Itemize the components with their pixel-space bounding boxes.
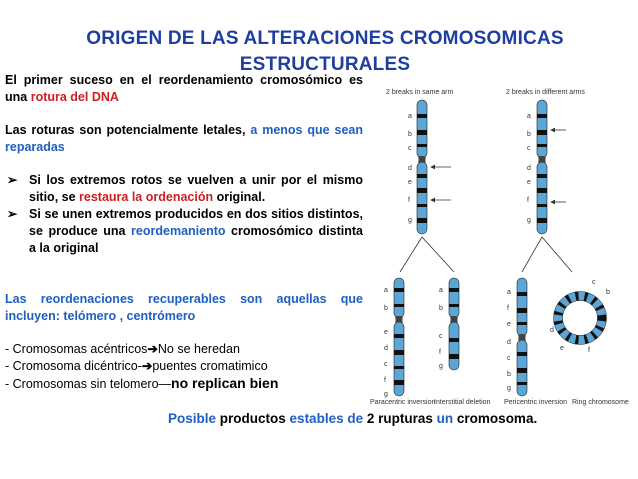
footer-productos: productos	[219, 411, 286, 426]
band-label: a	[507, 289, 511, 296]
chromosome-figure	[366, 82, 636, 412]
ring-label-b: b	[606, 289, 610, 296]
heading-same-arm: 2 breaks in same arm	[386, 89, 454, 96]
ring-label-e: e	[560, 345, 564, 352]
sin-telomero-label: - Cromosomas sin telomero—	[5, 377, 172, 391]
rotura-dna-highlight: rotura del DNA	[30, 90, 119, 104]
chromosome-interstitial	[439, 278, 459, 370]
band-label: f	[527, 197, 529, 204]
band-label: a	[384, 287, 388, 294]
right-arrow-icon: ➔	[147, 342, 158, 356]
caption-pericentric: Pericentric inversion	[504, 399, 568, 406]
chromosome-top-left	[408, 100, 451, 234]
band-label: g	[439, 363, 443, 370]
arrow-bullet-icon: ➢	[7, 173, 18, 187]
acentricos-result: No se heredan	[157, 342, 240, 356]
list-item-sin-telomero	[5, 375, 363, 393]
heading-different-arms: 2 breaks in different arms	[506, 89, 585, 96]
band-label: a	[439, 287, 443, 294]
restaura-highlight: restaura la ordenación	[79, 190, 214, 204]
bullet-reord-end: cromosómico distinta a la original	[29, 224, 363, 255]
footer-rupturas: 2 rupturas	[366, 411, 433, 426]
paragraph-rotura	[5, 72, 363, 106]
ring-chromosome	[550, 279, 610, 354]
band-label: b	[527, 131, 531, 138]
footer-un: un	[436, 411, 454, 426]
band-label: f	[507, 305, 509, 312]
paragraph-letales	[5, 122, 363, 156]
chromosome-top-right	[527, 100, 566, 234]
band-label: f	[439, 349, 441, 356]
footer-estables: estables de	[289, 411, 364, 426]
band-label: d	[408, 165, 412, 172]
paragraph-rotura-text: El primer suceso en el reordenamiento cromosómico es una	[5, 73, 363, 104]
reordemaniento-highlight: reordemaniento	[131, 224, 226, 238]
band-label: a	[408, 113, 412, 120]
paragraph-recuperables: Las reordenaciones recuperables son aquellas que incluyen: telómero , centrómero	[5, 292, 363, 323]
band-label: d	[507, 339, 511, 346]
ring-label-c: c	[592, 279, 596, 286]
band-label: c	[408, 145, 412, 152]
band-label: e	[507, 321, 511, 328]
band-label: a	[527, 113, 531, 120]
band-label: d	[527, 165, 531, 172]
right-arrow-icon: ➔	[141, 359, 153, 373]
caption-interstitial: Interstitial deletion	[434, 399, 491, 406]
slide-title: ORIGEN DE LAS ALTERACIONES CROMOSOMICAS ESTRUCTURALES	[86, 28, 564, 75]
chromosome-paracentric	[384, 278, 404, 398]
band-label: g	[384, 391, 388, 398]
band-label: b	[384, 305, 388, 312]
band-label: g	[507, 385, 511, 392]
band-label: g	[527, 217, 531, 224]
band-label: c	[439, 333, 443, 340]
consequence-list	[5, 341, 363, 393]
band-label: b	[439, 305, 443, 312]
slide-body	[5, 72, 363, 393]
band-label: e	[384, 329, 388, 336]
band-label: c	[527, 145, 531, 152]
arrow-bullet-icon: ➢	[7, 207, 18, 221]
band-label: g	[408, 217, 412, 224]
chromosome-diagram	[366, 82, 636, 412]
bullet-reordenamiento	[5, 206, 363, 257]
sin-telomero-result: no replican bien	[171, 375, 279, 391]
ring-label-d: d	[550, 327, 554, 334]
slide-footer	[168, 411, 537, 426]
ring-label-f: f	[588, 347, 590, 354]
footer-posible: Posible	[168, 411, 217, 426]
caption-paracentric: Paracentric inversion	[370, 399, 436, 406]
dicentrico-label: - Cromosoma dicéntrico-	[5, 359, 142, 373]
band-label: e	[408, 179, 412, 186]
reparadas-highlight: a menos que sean reparadas	[5, 123, 363, 154]
bullet-restaura-end: original.	[213, 190, 266, 204]
acentricos-label: - Cromosomas acéntricos	[5, 342, 148, 356]
bullet-reord-text: Si se unen extremos producidos en dos sitios distintos, se produce una	[29, 207, 363, 238]
paragraph-letales-text: Las roturas son potencialmente letales,	[5, 123, 251, 137]
chromosome-pericentric	[507, 278, 527, 396]
list-item-acentricos	[5, 341, 363, 358]
band-label: d	[384, 345, 388, 352]
band-label: c	[507, 355, 511, 362]
band-label: f	[408, 197, 410, 204]
band-label: b	[507, 371, 511, 378]
bullet-restaura	[5, 172, 363, 206]
footer-cromosoma: cromosoma.	[456, 411, 538, 426]
band-label: f	[384, 377, 386, 384]
band-label: c	[384, 361, 388, 368]
band-label: b	[408, 131, 412, 138]
caption-ring: Ring chromosome	[572, 399, 629, 406]
list-item-dicentrico	[5, 358, 363, 375]
dicentrico-result: puentes cromatimico	[152, 359, 268, 373]
band-label: e	[527, 179, 531, 186]
bullet-restaura-text: Si los extremos rotos se vuelven a unir por el mismo sitio, se	[29, 173, 363, 204]
